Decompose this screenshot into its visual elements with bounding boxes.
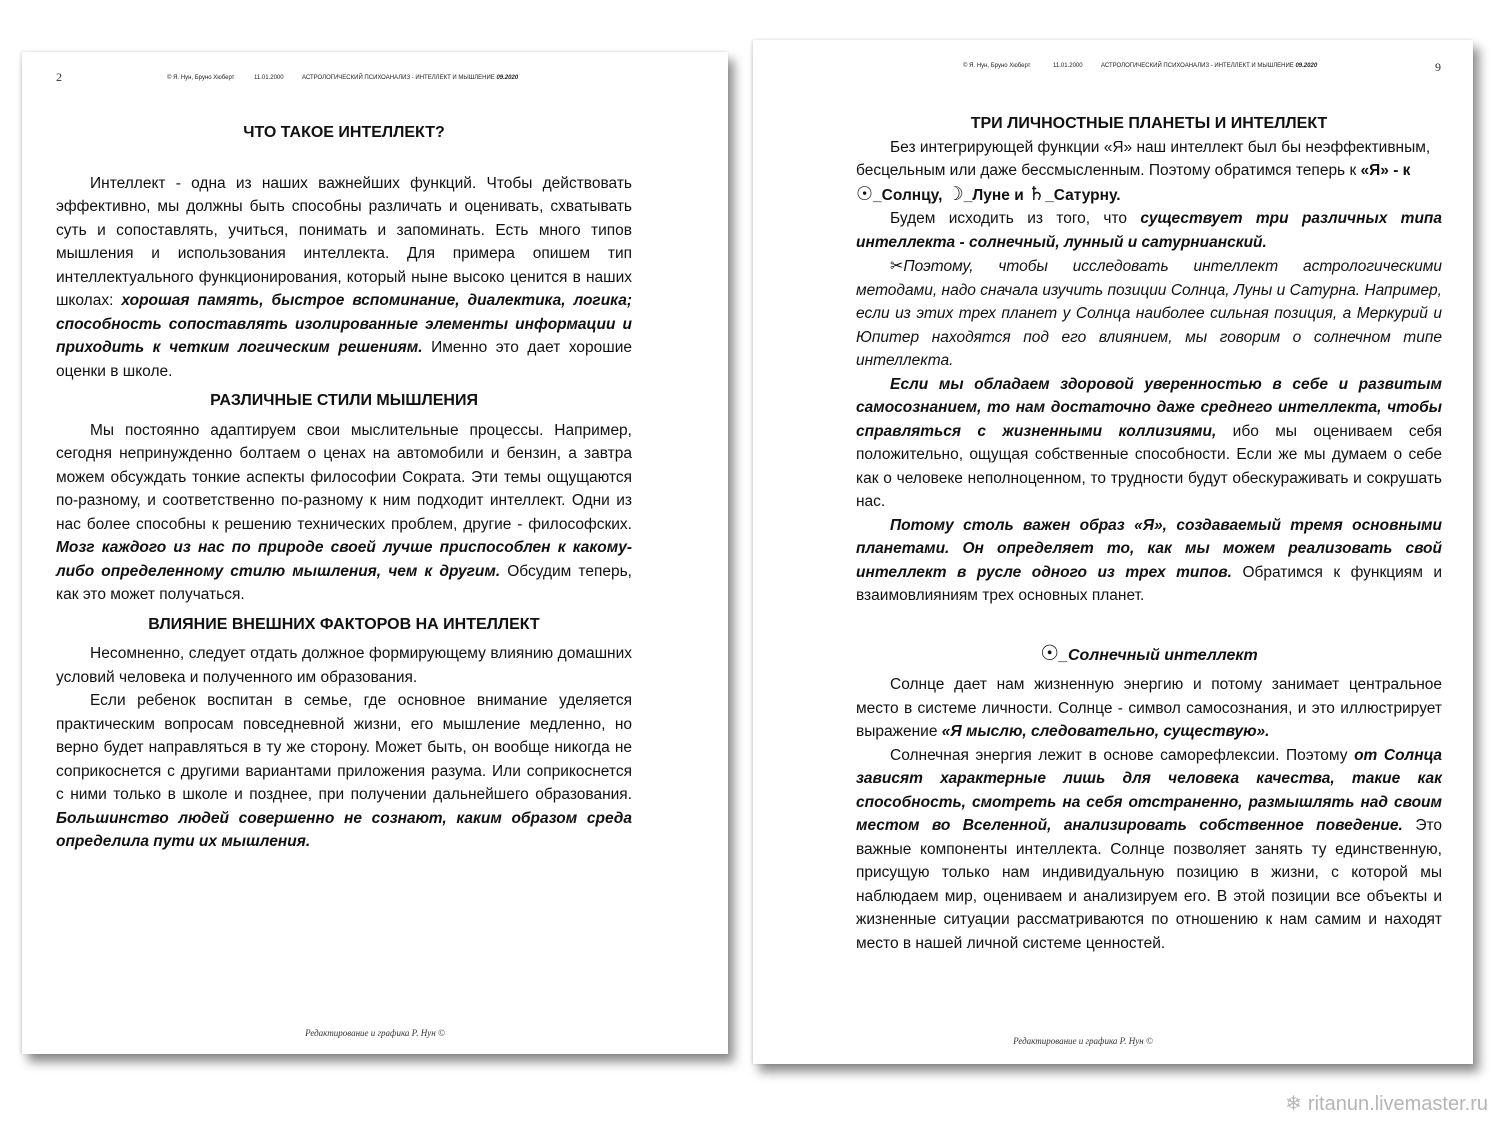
snowflake-icon: ❄: [1285, 1091, 1302, 1115]
emphasis-text: Потому столь важен образ «Я», создаваемый тремя основными планетами. Он определяет то, как мы можем реализовать свой интеллект в русле одного из трех типов.: [856, 516, 1442, 581]
emphasis-text: существует три различных типа интеллекта - солнечный, лунный и сатурнианский.: [856, 210, 1442, 251]
paragraph: [856, 744, 1442, 956]
moon-icon: ☽: [946, 182, 964, 205]
emphasis-text: Большинство людей совершенно не сознают, каким образом среда определила пути их мышления.: [56, 809, 632, 850]
heading-thinking-styles: РАЗЛИЧНЫЕ СТИЛИ МЫШЛЕНИЯ: [210, 392, 478, 409]
text: ибо мы оцениваем себя положительно, ощущая собственные способности. Если же мы думаем о себе как о человеке неполноценном, то трудности будут обескураживать и сокрушать нас.: [856, 422, 1442, 510]
text: Интеллект - одна из наших важнейших функций. Чтобы действовать эффективно, мы должны быть способны различать и оценивать, схватывать суть и сопоставлять, учиться, понимать и запоминать. Есть много типов мышления и использования интеллекта. Для примера опишем тип интеллектуального функционирования, который ныне высоко ценится в наших школах:: [56, 174, 632, 309]
header-copyright: © Я. Нун, Бруно Хюберт: [167, 75, 235, 81]
heading-what-is-intellect: ЧТО ТАКОЕ ИНТЕЛЛЕКТ?: [243, 124, 445, 141]
watermark: [1285, 1091, 1488, 1116]
section-title-solar-intellect: [856, 642, 1442, 668]
header-title: [302, 75, 518, 81]
paragraph: [856, 673, 1442, 744]
page-body: [56, 121, 632, 854]
page-number: 9: [1435, 60, 1441, 74]
paragraph: [856, 373, 1442, 514]
emphasis-text: Мозг каждого из нас по природе своей лучше приспособлен к какому-либо определенному стилю мышления, чем к другим.: [56, 539, 632, 580]
text: Солнце дает нам жизненную энергию и потому занимает центральное место в системе личности. Солнце - символ самосознания, и это иллюстрирует выражение: [856, 676, 1442, 740]
text: Это важные компоненты интеллекта. Солнце позволяет занять ту единственную, присущую только нам индивидуальную позицию в жизни, с которой мы наблюдаем мир, оцениваем и анализируем его. В этой позиции все объекты и жизненные ситуации рассматриваются по отношению к нам самим и находят место в нашей личной системе ценностей.: [856, 817, 1443, 952]
text: Обсудим теперь, как это может получаться.: [56, 562, 632, 603]
text: Поэтому, чтобы исследовать интеллект астрологическими методами, надо сначала изучить позиции Солнца, Луны и Сатурна. Например, если из этих трех планет у Солнца наиболее сильная позиция, а Меркурий и Юпитер находятся под его влиянием, мы говорим о солнечном типе интеллекта.: [856, 258, 1442, 369]
paragraph: [56, 689, 632, 854]
page-number: 2: [56, 70, 62, 84]
document-page-right: [753, 40, 1473, 1064]
paragraph: Несомненно, следует отдать должное формирующему влиянию домашних условий человека и полученного им образования.: [56, 645, 632, 686]
text: Солнечная энергия лежит в основе саморефлексии. Поэтому: [890, 746, 1355, 764]
paragraph: [856, 207, 1442, 254]
emphasis-text: от Солнца зависят характерные лишь для человека качества, такие как способность, смотреть на себя отстраненно, размышлять над своим местом во Вселенной, анализировать собственное поведение.: [856, 746, 1442, 834]
emphasis-text: «Я» - к: [1360, 162, 1411, 179]
paragraph: [856, 136, 1442, 208]
saturn-icon: ♄: [1028, 182, 1046, 205]
paragraph: [856, 514, 1442, 608]
text: Без интегрирующей функции «Я» наш интеллект был бы неэффективным, бесцельным или даже бессмысленным. Поэтому обратимся теперь к: [856, 138, 1431, 179]
text: Именно это дает хорошие оценки в школе.: [56, 339, 632, 380]
section-title-text: _Солнечный интеллект: [1059, 646, 1258, 664]
header-title-text: АСТРОЛОГИЧЕСКИЙ ПСИХОАНАЛИЗ - ИНТЕЛЛЕКТ И МЫШЛЕНИЕ: [1101, 63, 1294, 69]
text: Если ребенок воспитан в семье, где основное внимание уделяется практическим вопросам повседневной жизни, его мышление медленно, но верно будет направляться в ту же сторону. Может быть, он вообще никогда не соприкоснется с другими вариантами приложения разума. Или соприкоснется с ними только в школе и позднее, при получении дальнейшего образования.: [56, 692, 632, 803]
paragraph: [56, 419, 632, 607]
page-footer: Редактирование и графика Р. Нун ©: [305, 1028, 445, 1038]
paragraph: [856, 254, 1442, 373]
text: Обратимся к функциям и взаимовлияниям трех основных планет.: [856, 563, 1443, 604]
page-body: [856, 112, 1442, 955]
watermark-text: ritanun.livemaster.ru: [1307, 1093, 1488, 1115]
emphasis-text: _Луне и: [963, 186, 1029, 204]
heading-three-planets: ТРИ ЛИЧНОСТНЫЕ ПЛАНЕТЫ И ИНТЕЛЛЕКТ: [970, 115, 1328, 132]
sun-icon: ☉: [856, 182, 874, 205]
emphasis-text: _Сатурну.: [1045, 186, 1121, 204]
sun-icon: ☉: [1040, 640, 1060, 665]
header-title-text: АСТРОЛОГИЧЕСКИЙ ПСИХОАНАЛИЗ - ИНТЕЛЛЕКТ И МЫШЛЕНИЕ: [302, 75, 495, 81]
document-page-left: [22, 52, 728, 1054]
text: Мы постоянно адаптируем свои мыслительные процессы. Например, сегодня непринужденно болтаем о ценах на автомобили и бензин, а завтра можем обсуждать тонкие аспекты философии Сократа. Эти темы ощущаются по-разному, и соответственно по-разному к ним подходит интеллект. Одни из нас более способны к решению технических проблем, другие - философских.: [56, 421, 632, 533]
header-date: 11.01.2000: [1053, 63, 1083, 69]
header-edition: 09.2020: [1295, 63, 1318, 69]
heading-external-factors: ВЛИЯНИЕ ВНЕШНИХ ФАКТОРОВ НА ИНТЕЛЛЕКТ: [148, 615, 540, 633]
header-copyright: © Я. Нун, Бруно Хюберт: [963, 63, 1031, 69]
scissors-icon: ✂: [890, 256, 904, 275]
page-footer: Редактирование и графика Р. Нун ©: [1013, 1036, 1153, 1046]
text: Будем исходить из того, что: [890, 210, 1141, 227]
header-title: [1101, 63, 1317, 69]
emphasis-text: «Я мыслю, следовательно, существую».: [941, 723, 1270, 740]
emphasis-text: Если мы обладаем здоровой уверенностью в себе и развитым самосознанием, то нам достаточно даже среднего интеллекта, чтобы справляться с жизненными коллизиями,: [856, 375, 1442, 440]
header-edition: 09.2020: [496, 75, 519, 81]
emphasis-text: хорошая память, быстрое вспоминание, диалектика, логика; способность сопоставлять изолированные элементы информации и приходить к четким логическим решениям.: [56, 292, 632, 356]
paragraph: [56, 172, 632, 384]
emphasis-text: _Солнцу,: [873, 186, 947, 204]
header-date: 11.01.2000: [254, 75, 284, 81]
